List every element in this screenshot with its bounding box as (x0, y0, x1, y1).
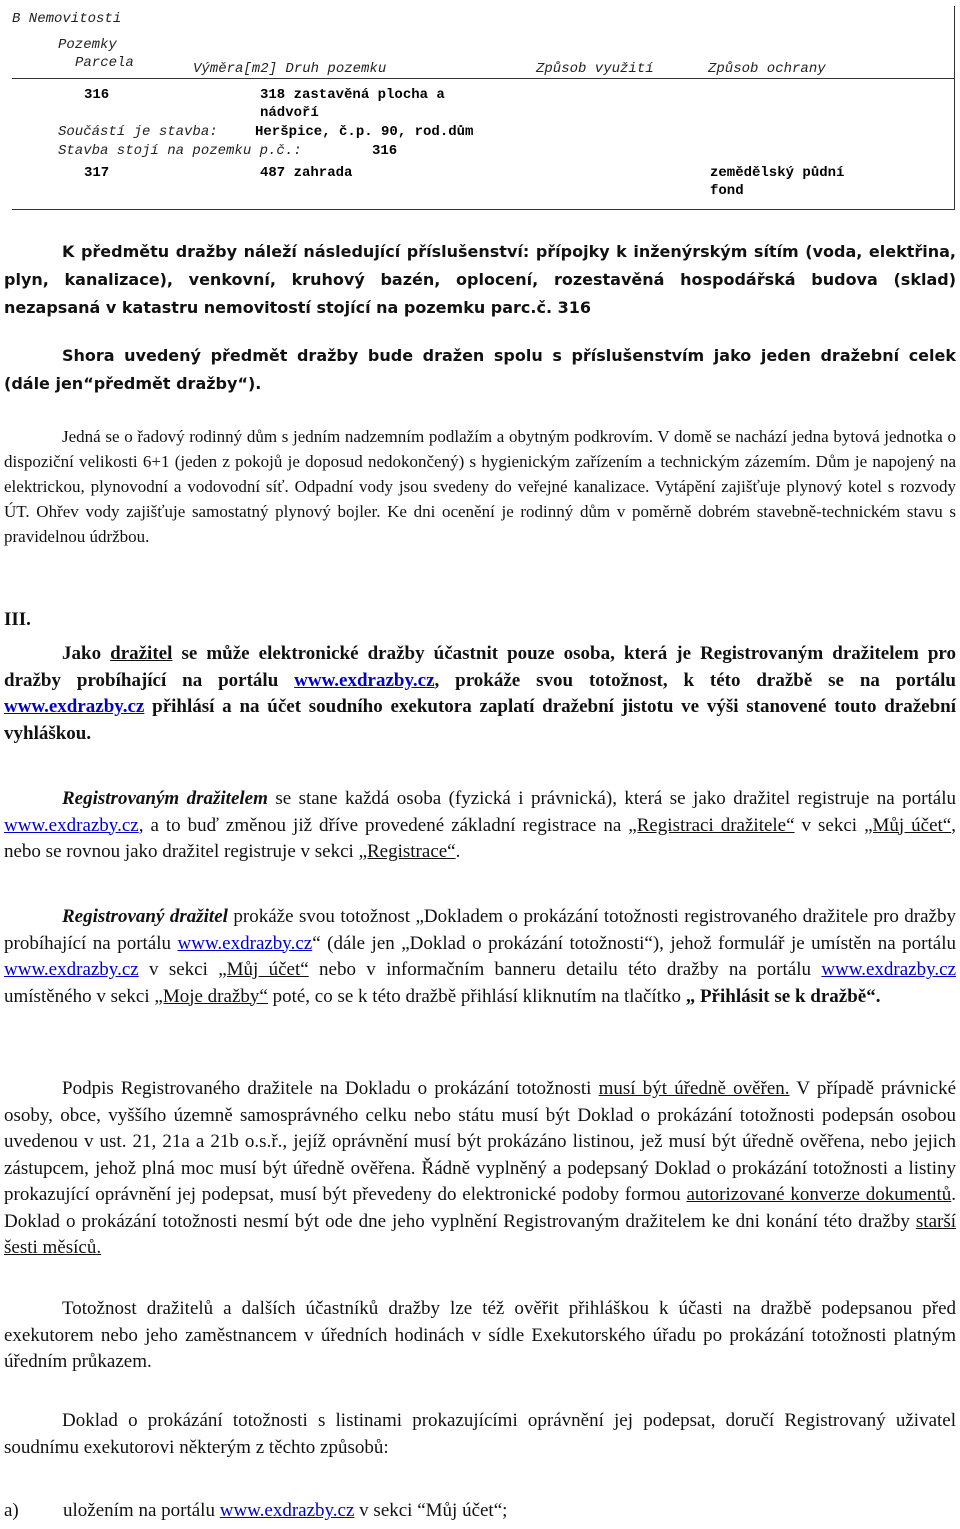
section-title: B Nemovitosti (12, 11, 122, 27)
verification-paragraph: Totožnost dražitelů a dalších účastníků dražby lze též ověřit přihláškou k účasti na dražbě podepsanou před exekutorem nebo jeho zaměstnancem v úředních hodinách v sídle Exekutorského úřadu po prokázání totožnosti platným úředním průkazem. (4, 1298, 956, 1372)
bidder-term: dražitel (110, 643, 173, 664)
exdrazby-link[interactable]: www.exdrazby.cz (4, 696, 145, 717)
bottom-divider (12, 209, 954, 210)
parcel-column-header: Parcela (75, 55, 134, 71)
area-type-1-line1: 318 zastavěná plocha a (260, 87, 445, 103)
usage-column-header: Způsob využití (536, 61, 654, 77)
building-part-value: Heršpice, č.p. 90, rod.dům (255, 124, 474, 140)
building-stands-value: 316 (372, 143, 398, 159)
exdrazby-link[interactable]: www.exdrazby.cz (219, 1500, 355, 1521)
my-auctions-section: „Moje dražby“ (154, 985, 268, 1007)
parcel-number-2: 317 (84, 165, 110, 181)
list-marker: a) (4, 1500, 19, 1521)
section-number: III. (4, 609, 31, 630)
area-type-2: 487 zahrada (260, 165, 353, 181)
area-type-1-line2: nádvoří (260, 105, 319, 121)
delivery-paragraph: Doklad o prokázání totožnosti s listinami prokazujícími oprávnění jej podepsat, doručí Registrovaný uživatel soudnímu exekutorovi některým z těchto způsobů: (4, 1410, 956, 1458)
protection-2-line2: fond (710, 183, 744, 199)
accessories-paragraph (4, 238, 956, 322)
my-account-section: „Můj účet“ (864, 814, 952, 836)
cadastral-extract (0, 0, 960, 212)
parcel-number-1: 316 (84, 87, 110, 103)
description-text: Jedná se o řadový rodinný dům s jedním nadzemním podlažím a obytným podkrovím. V domě se nachází jedna bytová jednotka o dispoziční velikosti 6+1 (jeden z pokojů je doposud nedokončený) s hygienickým zařízením a technickým zázemím. Dům je napojený na elektrickou, plynovodní a vodovodní síť. Odpadní vody jsou svedeny do veřejné kanalizace. Vytápění zajišťuje plynový kotel s rozvody ÚT. Ohřev vody zajišťuje samostatný plynový bojler. Ke dni ocenění je rodinný dům v poměrně dobrém stavebně-technickém stavu s pravidelnou údržbou. (4, 427, 956, 546)
identity-paragraph: Registrovaný dražitel prokáže svou totožnost „Dokladem o prokázání totožnosti registrovaného dražitele pro dražby probíhající na portálu www.exdrazby.cz“ (dále jen „Doklad o prokázání totožnosti“), jehož formulář je umístěn na portálu www.exdrazby.cz v sekci „Můj účet“ nebo v informačním banneru detailu této dražby na portálu www.exdrazby.cz umístěného v sekci „Moje dražby“ poté, co se k této dražbě přihlásí kliknutím na tlačítko „ Přihlásit se k dražbě“. (4, 906, 957, 1007)
whole-lot-text: Shora uvedený předmět dražby bude dražen spolu s příslušenstvím jako jeden dražební celek (dále jen“předmět dražby“). (4, 346, 956, 393)
exdrazby-link[interactable]: www.exdrazby.cz (177, 932, 313, 954)
exdrazby-link[interactable]: www.exdrazby.cz (4, 959, 139, 980)
description-paragraph (4, 424, 956, 549)
bidder-paragraph: Jako dražitel se může elektronické dražby účastnit pouze osoba, která je Registrovaným dražitelem pro dražby probíhající na portálu www.exdrazby.cz, prokáže svou totožnost, k této dražbě se na portálu www.exdrazby.cz přihlásí a na účet soudního exekutora zaplatí dražební jistotu ve výši stanovené touto dražební vyhláškou. (4, 643, 956, 744)
building-stands-label: Stavba stojí na pozemku p.č.: (58, 143, 302, 159)
area-type-column-header: Výměra[m2] Druh pozemku (193, 61, 387, 77)
list-item: a) uložením na portálu www.exdrazby.cz v sekci “Můj účet“; (4, 1500, 508, 1521)
header-divider (12, 78, 954, 79)
registered-bidder-paragraph: Registrovaným dražitelem se stane každá osoba (fyzická i právnická), která se jako dražitel registruje na portálu www.exdrazby.cz, a to buď změnou již dříve provedené základní registrace na „Registraci dražitele“ v sekci „Můj účet“, nebo se rovnou jako dražitel registruje v sekci „Registrace“. (4, 788, 956, 862)
protection-2-line1: zemědělský půdní (710, 165, 845, 181)
protection-column-header: Způsob ochrany (708, 61, 826, 77)
registration-section: „Registrace“ (358, 841, 456, 862)
registered-bidder-term: Registrovaným dražitelem (62, 788, 268, 809)
building-part-label: Součástí je stavba: (58, 124, 218, 140)
bidder-registration-section: „Registraci dražitele“ (628, 814, 795, 836)
exdrazby-link[interactable]: www.exdrazby.cz (294, 669, 435, 691)
login-button-name: „ Přihlásit se k dražbě“. (685, 985, 881, 1007)
my-account-section: „Můj účet“ (218, 959, 309, 980)
exdrazby-link[interactable]: www.exdrazby.cz (821, 959, 957, 980)
whole-lot-paragraph (4, 342, 956, 398)
registered-bidder-term: Registrovaný dražitel (62, 906, 228, 927)
group-title: Pozemky (58, 37, 117, 53)
right-border (954, 6, 955, 210)
signature-paragraph: Podpis Registrovaného dražitele na Dokladu o prokázání totožnosti musí být úředně ověřen. V případě právnické osoby, obce, vyššího územně samosprávného celku nebo státu musí být Doklad o prokázání totožnosti podepsán osobou uvedenou v ust. 21, 21a a 21b o.s.ř., jejíž oprávnění musí být prokázáno listinou, jež musí být úředně ověřena, nebo jejich zástupcem, jehož plná moc musí být úředně ověřena. Řádně vyplněný a podepsaný Doklad o prokázání totožnosti a listiny prokazující oprávnění jej podepsat, musí být převedeny do elektronické podoby formou autorizované konverze dokumentů. Doklad o prokázání totožnosti nesmí být ode dne jeho vyplnění Registrovaným dražitelem ke dni konání této dražby starší šesti měsíců. (4, 1078, 957, 1258)
accessories-text: K předmětu dražby náleží následující příslušenství: přípojky k inženýrským sítím (voda, elektřina, plyn, kanalizace), venkovní, kruhový bazén, oplocení, rozestavěná hospodářská budova (sklad) nezapsaná v katastru nemovitostí stojící na pozemku parc.č. 316 (4, 242, 956, 317)
exdrazby-link[interactable]: www.exdrazby.cz (4, 814, 139, 836)
